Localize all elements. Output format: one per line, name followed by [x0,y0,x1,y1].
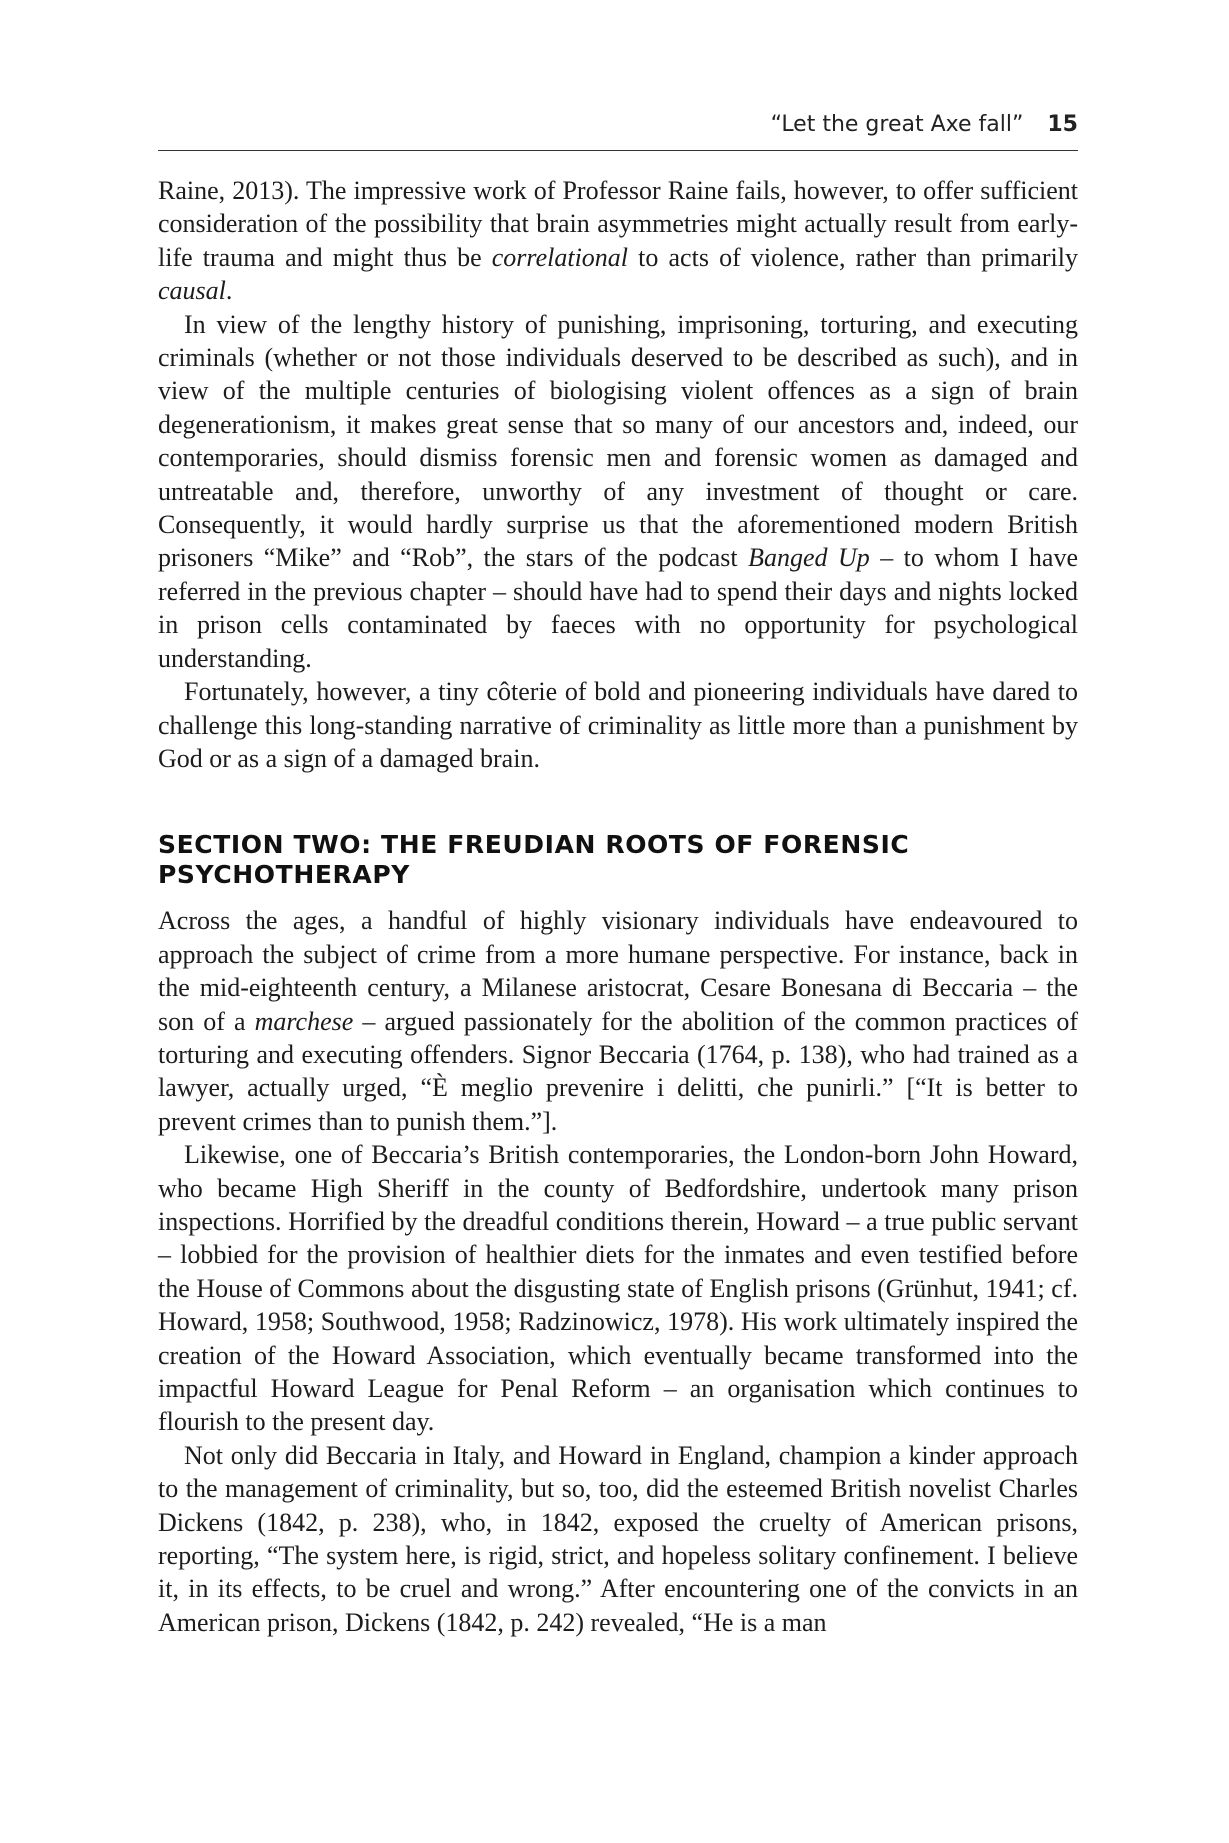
text-segment: Fortunately, however, a tiny côterie of bold and pioneering individuals have dared to challenge this long-standing narrative of criminality as little more than a punishment by God or as a sign of a damaged brain. [158,677,1078,773]
italic-term: marchese [254,1006,354,1036]
text-segment: – to whom I have referred in the previous chapter – should have had to spend their days and nights locked in prison cells contaminated by faeces with no opportunity for psychological understanding. [158,543,1078,673]
text-segment: . [225,276,233,306]
text-segment: Likewise, one of Beccaria’s British contemporaries, the London-born John Howard, who became High Sheriff in the county of Bedfordshire, undertook many prison inspections. Horrified by the dreadful conditions therein, Howard – a true public servant – lobbied for the provision of healthier diets for the inmates and even testified before the House of Commons about the disgusting state of English prisons (Grünhut, 1941; cf. Howard, 1958; Southwood, 1958; Radzinowicz, 1978). His work ultimately inspired the creation of the Howard Association, which eventually became transformed into the impactful Howard League for Penal Reform – an organisation which continues to flourish to the present day. [158,1140,1078,1437]
text-segment: Not only did Beccaria in Italy, and Howard in England, champion a kinder approach to the management of criminality, but so, too, did the esteemed British novelist Charles Dickens (1842, p. 238), who, in 1842, exposed the cruelty of American prisons, reporting, “The system here, is rigid, strict, and hopeless solitary confinement. I believe it, in its effects, to be cruel and wrong.” After encountering one of the convicts in an American prison, Dickens (1842, p. 242) revealed, “He is a man [158,1440,1078,1637]
body-text [158,174,1078,1639]
italic-term: correlational [491,242,629,272]
italic-term: causal [158,276,226,306]
paragraph-4 [158,904,1078,1138]
paragraph-2 [158,308,1078,675]
text-segment: – argued passionately for the abolition of the common practices of torturing and executing offenders. Signor Beccaria (1764, p. 138), who had trained as a lawyer, actually urged, “È meglio prevenire i delitti, che punirli.” [“It is better to prevent crimes than to punish them.”]. [158,1006,1078,1136]
section-heading: SECTION TWO: THE FREUDIAN ROOTS OF FORENSIC PSYCHOTHERAPY [158,830,910,890]
header-rule [158,150,1078,151]
text-segment: to acts of violence, rather than primarily [628,242,1078,272]
text-segment: Across the ages, a handful of highly visionary individuals have endeavoured to approach the subject of crime from a more humane perspective. For instance, back in the mid-eighteenth century, a Milanese aristocrat, Cesare Bonesana di Beccaria – the son of a [158,906,1078,1036]
text-segment: In view of the lengthy history of punishing, imprisoning, torturing, and executing criminals (whether or not those individuals deserved to be described as such), and in view of the multiple centuries of biologising violent offences as a sign of brain degenerationism, it makes great sense that so many of our ancestors and, indeed, our contemporaries, should dismiss forensic men and forensic women as damaged and untreatable and, therefore, unworthy of any investment of thought or care. Consequently, it would hardly surprise us that the aforementioned modern British prisoners “Mike” and “Rob”, the stars of the podcast [158,309,1078,573]
italic-title: Banged Up [748,543,870,573]
running-head-title: “Let the great Axe fall” [770,112,1024,137]
paragraph-5 [158,1138,1078,1439]
page-number: 15 [1047,112,1078,137]
running-head [158,112,1078,137]
paragraph-3 [158,675,1078,775]
text-segment: Raine, 2013). The impressive work of Professor Raine fails, however, to offer sufficient consideration of the possibility that brain asymmetries might actually result from early-life trauma and might thus be [158,176,1078,272]
paragraph-1 [158,174,1078,308]
paragraph-6 [158,1439,1078,1639]
